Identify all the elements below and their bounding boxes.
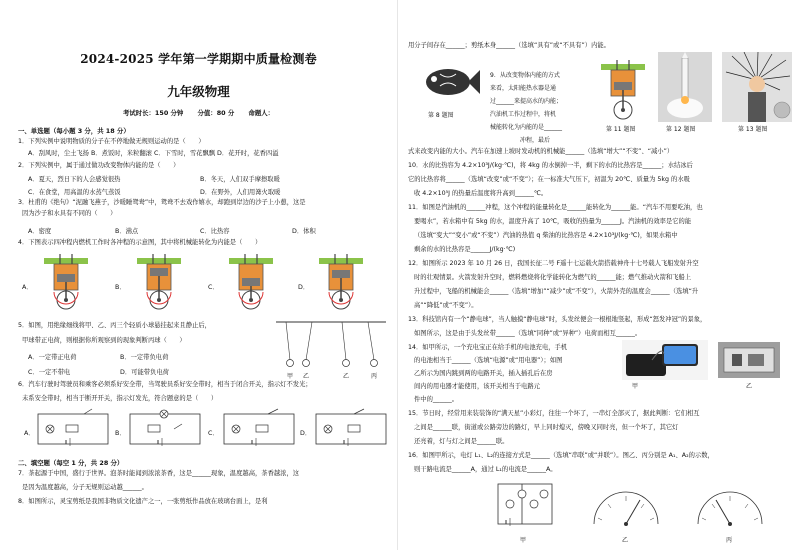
q14-line-3: 乙所示为国内跳到两的电路开关，插入插孔后在房 [414,370,553,377]
section1-heading: 一、单选题（每小题 3 分，共 18 分） [18,127,130,135]
circuit-c-figure [222,408,296,448]
q9-line-1: 9．从改变物体内能的方式 [490,72,560,79]
q8-line-1: 8．如图所示，灵宝剪纸是我国非物质文化遗产之一，一张剪纸作品放在玻璃台面上，是利 [18,498,268,505]
q9-line-3: 过______来提高水的内能； [490,98,563,105]
q12-line-1: 12．如图所示 2023 年 10 月 26 日，我国长征二号 F遥十七运载火箭搭载神舟十七号载人飞船发射升空 [408,260,699,267]
q4-option-a: A． [22,284,33,291]
q4-option-d: D． [298,284,310,291]
q2-option-b: B．冬天，人们双手摩擦取暖 [200,176,280,183]
fig13-caption: 第 13 题图 [738,126,768,133]
q6-option-b: B． [115,430,126,437]
q16-line-1: 16．如图甲所示，电灯 L₁、L₂的连接方式是______（选填“串联”或“并联”）。图乙、丙分别是 A₁、A₂的示数， [408,452,714,459]
q15-line-2: 之间是______联，街道或公路旁边的路灯，早上同时熄灭，傍晚又同时亮，但一个坏了，其它灯 [414,424,679,431]
circuit-a-figure [36,408,110,448]
engine-stroke-c-figure [225,252,277,312]
engine-fig11 [598,58,648,122]
q7-line-2: 是因为温度越高，分子无规则运动越______。 [22,484,148,491]
q16-caption-jia: 甲 [520,537,527,544]
right-column [400,0,794,550]
q2-stem: 2．下列实例中，属于通过做功改变物体内能的是（ ） [18,162,180,169]
q12-line-2: 时的壮观情景。火箭发射升空时，燃料燃烧将化学能转化为燃气的______能；燃气推动火箭和飞船上 [414,274,692,281]
exam-author: 命题人： [248,109,275,117]
q1-stem: 1．下列实例中说明物质的分子在不停地做无规则运动的是（ ） [18,138,205,145]
hanging-balls-figure [276,320,386,378]
q14-caption-a: 甲 [632,383,639,390]
q16-caption-yi: 乙 [622,537,629,544]
q13-line-2: 如图所示，这是由于头发丝带______（选填“同种”或“异种”）电荷而相互______。 [414,330,642,337]
q16-line-2: 则干路电流是______A，通过 L₁的电流是______A。 [414,466,557,473]
q4-option-c: C． [208,284,219,291]
q3-option-b: B．沸点 [115,228,139,235]
q14-caption-b: 乙 [746,383,753,390]
q12-line-3: 升过程中，飞船的机械能会______（选填“增加”“减少”或“不变”），火箭外壳的温度会______（选填“升 [414,288,699,295]
q10-line-3: 收 4.2×10⁵J 的热量后温度将升高到______℃。 [414,190,548,197]
q6-option-d: D． [300,430,312,437]
engine-stroke-d-figure [315,252,367,312]
q11-line-1: 11．如图是汽油机的______冲程，这个冲程的能量转化是______能转化为______能。“汽车不用要吃油，也 [408,204,703,211]
q3-option-a: A．密度 [28,228,52,235]
room-card-switch-image [718,342,780,378]
q9-line-6: 冲程，最后 [520,137,551,144]
q5-option-d: D．可能带负电荷 [120,369,169,376]
q9-line-2: 来看，太阳能热水器是通 [490,85,557,92]
circuit-d-figure [314,408,388,448]
fig11-caption: 第 11 题图 [606,126,636,133]
q9-line-4: 汽油机工作过程中，将机 [490,111,557,118]
q14-line-2: 的电池相当于______（选填“电源”或“用电器”）；如图 [414,357,563,364]
q16-circuit-figure [492,478,558,532]
ball-label-yi-1: 乙 [303,373,310,380]
exam-subject: 九年级物理 [167,84,230,99]
q2-option-c: C．在食堂，用高温的水蒸气蒸饭 [28,189,121,196]
q5-option-b: B．一定带负电荷 [120,354,169,361]
ammeter-bing-figure [692,484,768,532]
q8-line-2: 用分子间存在______；剪纸本身______（选填“具有”或“不具有”）内能。 [408,42,610,49]
q12-line-4: 高”“降低”或“不变”）。 [414,302,478,309]
q3-option-c: C．比热容 [200,228,230,235]
q3-stem-2: 因为沙子和水具有不同的（ ） [22,210,117,217]
q6-option-a: A． [24,430,35,437]
q5-option-c: C．一定不带电 [28,369,71,376]
q15-line-3: 还亮着，灯与灯之间是______联。 [414,438,509,445]
exam-duration: 考试时长：150 分钟 [122,109,184,117]
engine-stroke-b-figure [133,252,185,312]
q2-option-d: D．在野外，人们用篝火取暖 [200,189,281,196]
ball-label-jia: 甲 [287,373,294,380]
exam-title: 2024-2025 学年第一学期期中质量检测卷 [80,52,317,66]
ball-label-yi-2: 乙 [343,373,350,380]
q5-stem-2: 甲球带正电荷，则根据你所观察到的现象判断丙球（ ） [22,337,186,344]
engine-stroke-a-figure [40,252,92,312]
q3-stem-1: 3．杜甫的《绝句》“泥融飞燕子，沙暖睡鸳鸯”中，鸳鸯不去戏作嬉水，却跑到岸边的沙子上小憩，这是 [18,199,306,206]
fig12-caption: 第 12 题图 [666,126,696,133]
q2-option-a: A．夏天，烈日下的人会感觉很热 [28,176,121,183]
exam-info [0,108,397,117]
section2-heading: 二、填空题（每空 1 分，共 28 分） [18,459,124,467]
q9-line-7: 式来改变内能的大小。汽车在加速上坡时发动机的机械能______（选填“增大”“不变”、“减小”） [408,148,674,155]
q7-line-1: 7．茶起源于中国，盛行于世界。泡茶时能闻到浓浓茶香，这是______现象，温度越高，茶香越浓，这 [18,470,300,477]
q9-line-5: 械能转化为内能的是______ [490,124,563,131]
q10-line-1: 10．水的比热容为 4.2×10³J/(kg·℃)，将 4kg 的水倒掉一半，剩下的水的比热容是______；水结冰后 [408,162,693,169]
ammeter-yi-figure [588,484,664,532]
q6-option-c: C． [208,430,219,437]
q5-stem-1: 5．如图，用绝缘细线将甲、乙、丙三个轻质小球悬挂起来且静止后， [18,322,211,329]
q16-caption-bing: 丙 [726,537,733,544]
q4-option-b: B． [115,284,126,291]
q10-line-2: 它的比热容将______（选填“改变”或“不变”）；在一标准大气压下，初温为 20℃、质量为 5kg 的水吸 [408,176,690,183]
q11-line-4: 剩余的水的比热容是______J/(kg·℃) [414,246,516,253]
static-hair-image [722,52,792,122]
paper-cut-fish-image [418,56,482,106]
ball-label-bing: 丙 [371,373,378,380]
q6-stem-1: 6．汽车行驶时驾驶员和乘客必须系好安全带，当驾驶员系好安全带时，相当于闭合开关，指示灯不发光； [18,381,312,388]
q15-line-1: 15．节日时，经常用来装装饰的“满天星”小彩灯，往往一个坏了，一串灯全部灭了，据此判断：它们相互 [408,410,700,417]
q6-stem-2: 未系安全带时，相当于断开开关，指示灯发光，符合题意的是（ ） [22,395,218,402]
q11-line-2: 要喝水”，若水箱中有 5kg 的水，温度升高了 10℃，吸收的热量为______J。汽油机的效率是它的能 [414,218,692,225]
q3-option-d: D．体积 [292,228,316,235]
circuit-b-figure [128,408,202,448]
q13-line-1: 13．科技馆内有一个“静电球”，当人触摸“静电球”时，头发丝便会一根根地竖起，形成“怒发冲冠”的景象， [408,316,707,323]
q1-options: A．刮风时，尘土飞扬 B．煮饭时，米粒翻滚 C．下雪时，雪花飘飘 D．花开时，花香四溢 [28,150,279,157]
q11-line-3: （选填“变大”“变小”或“不变”）汽油的热值 q 柴油的比热容是 4.2×10³J/(kg·℃)，如果水箱中 [414,232,678,239]
q14-line-5: 件中的______。 [414,396,459,403]
q4-stem: 4．下图表示四冲程内燃机工作时各冲程的示意图，其中将机械能转化为内能是（ ） [18,239,262,246]
exam-score: 分值：80 分 [197,109,235,117]
column-divider [397,0,398,550]
q5-option-a: A．一定带正电荷 [28,354,77,361]
fig8-caption: 第 8 题图 [428,112,454,119]
q14-line-4: 间内的用电器才能使用，该开关相当于电路元 [414,383,540,390]
phone-charging-image [622,340,708,380]
q14-line-1: 14．如甲所示，一个充电宝正在给手机的电池充电，手机 [408,344,568,351]
rocket-launch-image [658,52,712,122]
